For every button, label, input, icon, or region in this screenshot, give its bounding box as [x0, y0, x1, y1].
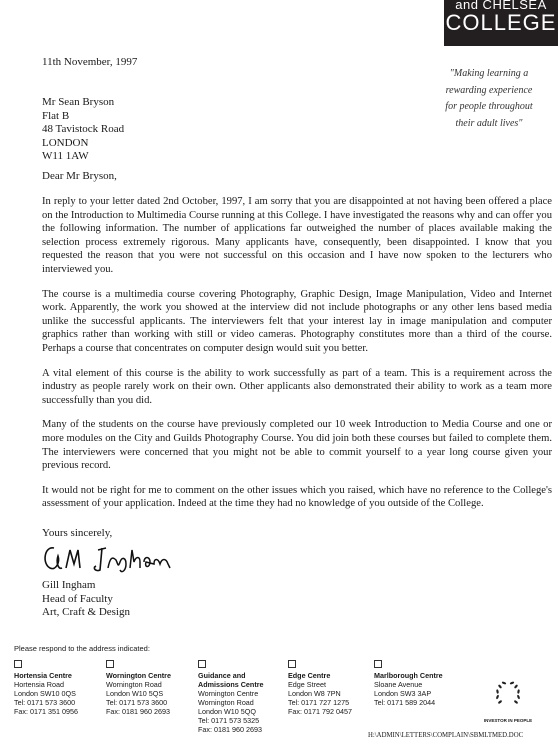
centre-line: London W10 5QQ: [198, 707, 256, 716]
laurel-wreath-icon: [491, 678, 525, 712]
signatory-department: Art, Craft & Design: [42, 606, 130, 618]
motto-line: "Making learning a: [449, 68, 529, 79]
centre-line: Tel: 0171 589 2044: [374, 698, 436, 707]
centre-line: Hortensia Road: [14, 680, 64, 689]
motto-line: rewarding experience: [445, 84, 533, 96]
file-path: H:\ADMIN\LETTERS\COMPLAIN\SBMLTMED.DOC: [368, 732, 524, 739]
checkbox-icon: [106, 660, 114, 668]
centre-line: Fax: 0171 792 0457: [288, 707, 352, 716]
centre-name: Guidance and: [198, 671, 246, 680]
college-logo-line2: COLLEGE: [445, 10, 557, 35]
centre-line: Tel: 0171 727 1275: [288, 698, 350, 707]
investor-in-people-logo: [478, 678, 538, 723]
body-paragraph: In reply to your letter dated 2nd October, 1997, I am sorry that you are disappointed at not having been offered a place on the Introduction to Multimedia Course running at this College. I have investigated the reasons why and can offer you the following information. The number of applications far outweighed the number of places available making the selection process extremely rigorous. Many applicants have, consequently, been disappointed. I know that you requested the reason that you were not successful on this occasion and I have now spoken to the lecturers who interviewed you.: [42, 196, 552, 275]
letter-date: 11th November, 1997: [42, 56, 138, 68]
address-line: Flat B: [42, 109, 70, 122]
centre-line: Edge Street: [288, 680, 326, 689]
salutation: Dear Mr Bryson,: [42, 170, 117, 182]
centre-hortensia: [14, 660, 78, 716]
centre-line: London SW3 3AP: [374, 689, 432, 698]
centre-line: Tel: 0171 573 5325: [198, 716, 260, 725]
centre-name: Admissions Centre: [198, 680, 264, 689]
college-motto: [424, 66, 554, 132]
checkbox-icon: [14, 660, 22, 668]
centre-line: Wornington Centre: [198, 689, 259, 698]
investor-label: INVESTOR IN PEOPLE: [483, 718, 533, 723]
checkbox-icon: [288, 660, 296, 668]
signatory-block: [42, 579, 130, 620]
signatory-name: Gill Ingham: [42, 579, 96, 591]
body-paragraph: Many of the students on the course have previously completed our 10 week Introduction to Media Course and one or more modules on the City and Guilds Photography Course. You did join both these courses but failed to complete them. The interviewers were concerned that you might not be able to commit yourself to a year long course given your previous record.: [42, 419, 552, 472]
centre-line: Wornington Road: [106, 680, 162, 689]
centre-line: Fax: 0181 960 2693: [198, 725, 262, 734]
centre-name: Edge Centre: [288, 671, 331, 680]
address-line: 48 Tavistock Road: [42, 123, 125, 135]
checkbox-icon: [198, 660, 206, 668]
signatory-title: Head of Faculty: [42, 592, 113, 605]
centre-wornington: [106, 660, 171, 716]
body-paragraph: The course is a multimedia course covering Photography, Graphic Design, Image Manipulation, Video and Internet work. Apparently, the work you showed at the interview did not include photographs or any other lens based media unlike the successful applicants. The interviewers felt that your interest lay in image manipulation and computer graphics rather than working with still or video cameras. Photography constitutes more than a third of the course. Perhaps a course that concentrates on computer design would suit you better.: [42, 288, 552, 354]
closing: Yours sincerely,: [42, 527, 113, 539]
letter-body: [42, 195, 552, 522]
address-line: LONDON: [42, 136, 89, 149]
college-logo: [444, 0, 558, 46]
centre-line: Fax: 0171 351 0956: [14, 707, 78, 716]
centre-name: Wornington Centre: [106, 671, 171, 680]
address-line: Mr Sean Bryson: [42, 96, 115, 108]
college-logo-line1: and CHELSEA: [455, 0, 547, 12]
motto-line: their adult lives": [455, 117, 523, 129]
centre-line: Tel: 0171 573 3600: [14, 698, 76, 707]
respond-note: Please respond to the address indicated:: [14, 644, 150, 653]
centre-line: Tel: 0171 573 3600: [106, 698, 168, 707]
body-paragraph: A vital element of this course is the ability to work successfully as part of a team. This is a requirement across the industry as people rarely work on their own. Other applicants also demonstrated their ability to work as a team more successfully than you did.: [42, 367, 552, 406]
centre-guidance-admissions: [198, 660, 264, 734]
centre-edge: [288, 660, 352, 716]
centre-marlborough: [374, 660, 443, 707]
address-line: W11 1AW: [42, 150, 89, 162]
handwritten-signature: [40, 538, 180, 574]
centre-name: Marlborough Centre: [374, 671, 443, 680]
centre-line: Sloane Avenue: [374, 680, 423, 689]
centre-name: Hortensia Centre: [14, 671, 72, 680]
centre-line: Wornington Road: [198, 698, 254, 707]
body-paragraph: It would not be right for me to comment on the other issues which you raised, which have no reference to the College's assessment of your application. Indeed at the time they had no knowledge of you outside of the College.: [42, 484, 552, 510]
centre-line: Fax: 0181 960 2693: [106, 707, 170, 716]
motto-line: for people throughout: [445, 101, 533, 112]
recipient-address: [42, 96, 124, 164]
checkbox-icon: [374, 660, 382, 668]
centre-line: London W10 5QS: [106, 689, 164, 698]
centre-line: London SW10 0QS: [14, 689, 76, 698]
centre-line: London W8 7PN: [288, 689, 341, 698]
